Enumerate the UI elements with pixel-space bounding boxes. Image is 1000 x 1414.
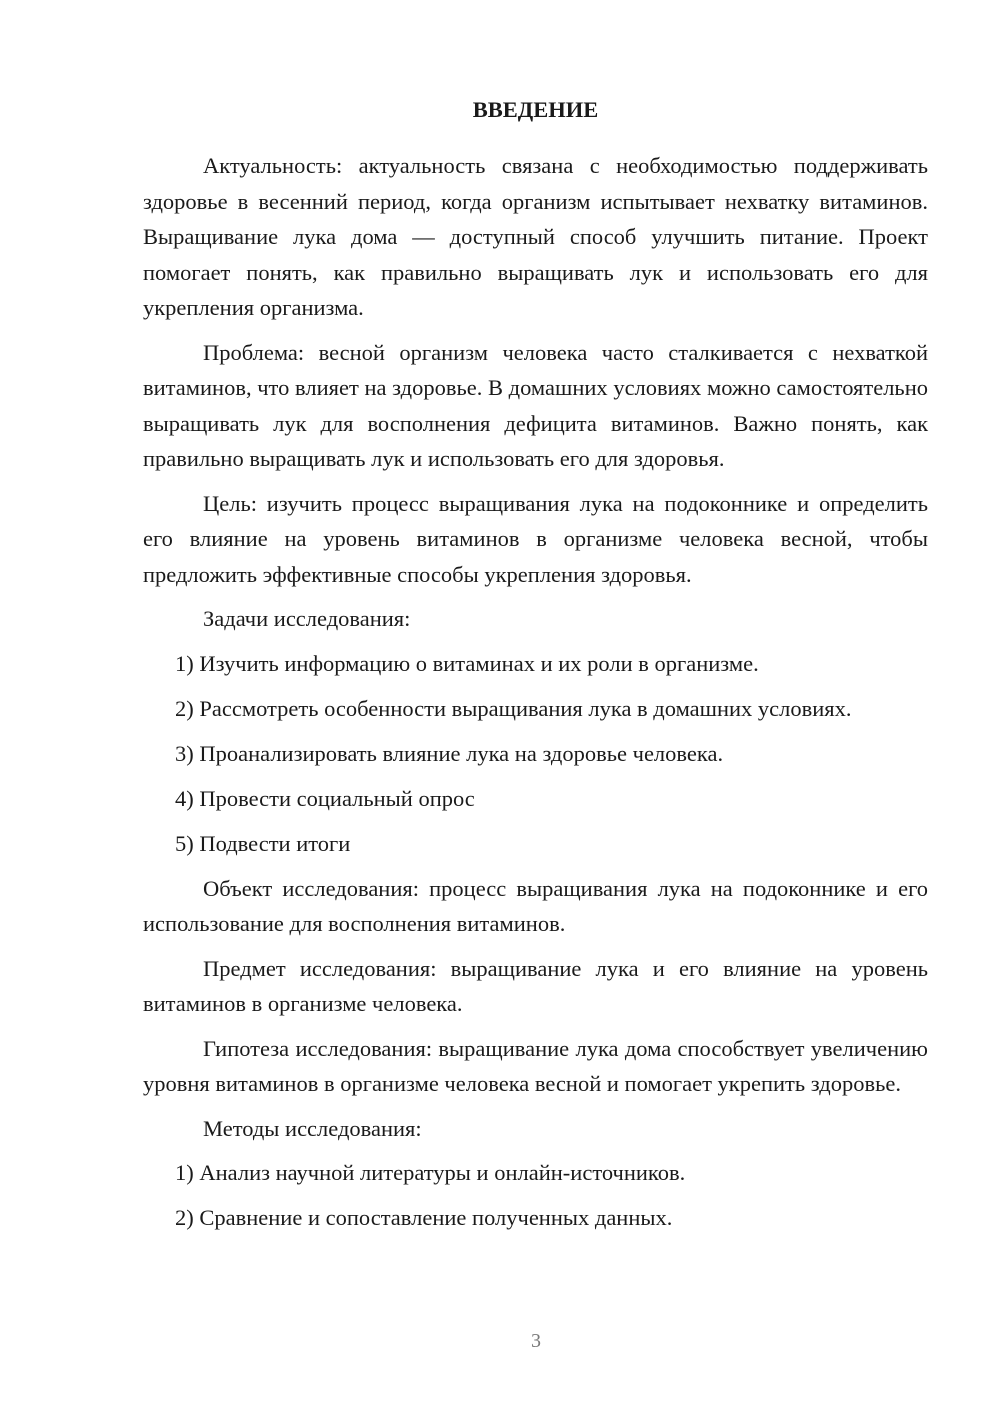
task-item: 4) Провести социальный опрос	[175, 785, 475, 811]
goal-paragraph: Цель: изучить процесс выращивания лука на подоконнике и определить его влияние на уровень витаминов в организме человека весной, чтобы предложить эффективные способы укрепления здоровья.	[143, 490, 928, 587]
tasks-list	[143, 646, 928, 862]
subject-paragraph: Предмет исследования: выращивание лука и его влияние на уровень витаминов в организме человека.	[143, 955, 928, 1016]
task-item: 2) Рассмотреть особенности выращивания лука в домашних условиях.	[175, 695, 852, 721]
methods-title: Методы исследования:	[203, 1115, 422, 1141]
document-page	[143, 92, 928, 1245]
method-item: 1) Анализ научной литературы и онлайн-источников.	[175, 1160, 686, 1185]
hypothesis-paragraph: Гипотеза исследования: выращивание лука дома способствует увеличению уровня витаминов в организме человека весной и помогает укрепить здоровье.	[143, 1035, 928, 1096]
task-item: 5) Подвести итоги	[175, 830, 351, 856]
relevance-paragraph: Актуальность: актуальность связана с необходимостью поддерживать здоровье в весенний период, когда организм испытывает нехватку витаминов. Выращивание лука дома — доступный способ улучшить питание. Проект помогает понять, как правильно выращивать лук и использовать его для укрепления организма.	[143, 153, 928, 320]
problem-paragraph: Проблема: весной организм человека часто сталкивается с нехваткой витаминов, что влияет на здоровье. В домашних условиях можно самостоятельно выращивать лук для восполнения дефицита витаминов. Важно понять, как правильно выращивать лук и использовать его для здоровья.	[143, 339, 928, 471]
object-paragraph: Объект исследования: процесс выращивания лука на подоконнике и его использование для восполнения витаминов.	[143, 875, 928, 936]
page-number: 3	[531, 1330, 541, 1352]
section-heading: ВВЕДЕНИЕ	[472, 97, 599, 122]
method-item: 2) Сравнение и сопоставление полученных данных.	[175, 1205, 673, 1230]
task-item: 3) Проанализировать влияние лука на здоровье человека.	[175, 740, 724, 766]
task-item: 1) Изучить информацию о витаминах и их роли в организме.	[175, 650, 759, 676]
methods-list	[143, 1155, 928, 1236]
tasks-title: Задачи исследования:	[203, 606, 411, 631]
